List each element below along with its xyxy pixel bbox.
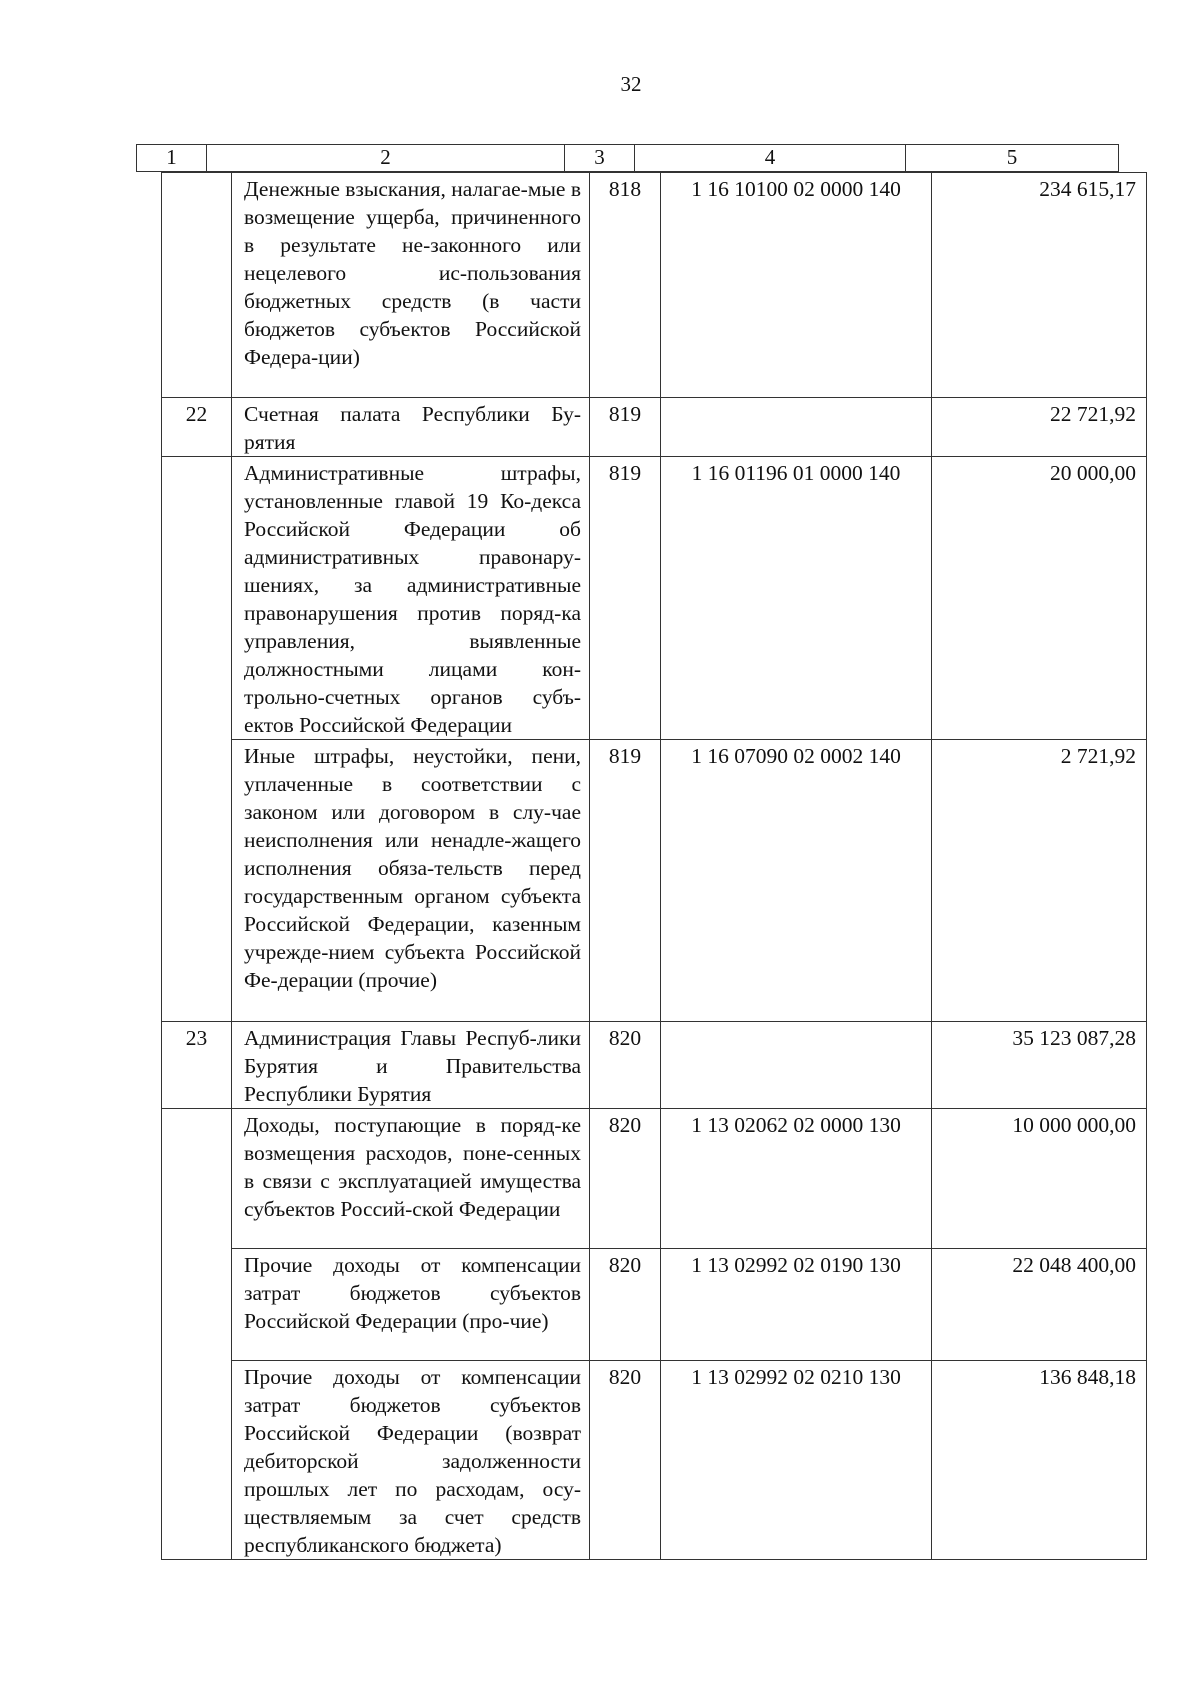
row-admin-code: 820 <box>590 1022 661 1109</box>
row-number <box>162 740 232 1022</box>
row-admin-code: 819 <box>590 398 661 457</box>
row-amount: 234 615,17 <box>932 173 1147 398</box>
row-amount: 2 721,92 <box>932 740 1147 1022</box>
row-name: Административные штрафы, установленные главой 19 Ко-декса Российской Федерации об административных правонару-шениях, за административные правонарушения против поряд-ка управления, выявленные должностными лицами кон-трольно-счетных органов субъ-ектов Российской Федерации <box>232 457 590 740</box>
column-header-5: 5 <box>906 145 1119 172</box>
row-amount: 35 123 087,28 <box>932 1022 1147 1109</box>
column-header-3: 3 <box>565 145 635 172</box>
row-admin-code: 818 <box>590 173 661 398</box>
column-header-2: 2 <box>207 145 565 172</box>
table-row <box>162 1109 1147 1249</box>
row-name: Доходы, поступающие в поряд-ке возмещения расходов, поне-сенных в связи с эксплуатацией имущества субъектов Россий-ской Федерации <box>232 1109 590 1249</box>
row-budget-code: 1 13 02062 02 0000 130 <box>661 1109 932 1249</box>
row-number <box>162 173 232 398</box>
row-number <box>162 1361 232 1560</box>
column-header-table <box>136 144 1119 172</box>
row-amount: 136 848,18 <box>932 1361 1147 1560</box>
row-name: Прочие доходы от компенсации затрат бюджетов субъектов Российской Федерации (возврат дебиторской задолженности прошлых лет по расходам, осу-ществляемым за счет средств республиканского бюджета) <box>232 1361 590 1560</box>
row-budget-code: 1 16 10100 02 0000 140 <box>661 173 932 398</box>
table-row <box>162 173 1147 398</box>
row-amount: 22 048 400,00 <box>932 1249 1147 1361</box>
revenue-table <box>161 172 1147 1560</box>
row-amount: 20 000,00 <box>932 457 1147 740</box>
row-number <box>162 1249 232 1361</box>
table-row <box>162 457 1147 740</box>
row-budget-code: 1 13 02992 02 0190 130 <box>661 1249 932 1361</box>
column-header-row <box>137 145 1119 172</box>
row-budget-code: 1 16 07090 02 0002 140 <box>661 740 932 1022</box>
row-admin-code: 819 <box>590 740 661 1022</box>
row-admin-code: 819 <box>590 457 661 740</box>
row-admin-code: 820 <box>590 1249 661 1361</box>
row-admin-code: 820 <box>590 1361 661 1560</box>
row-number <box>162 457 232 740</box>
row-budget-code <box>661 1022 932 1109</box>
row-budget-code <box>661 398 932 457</box>
row-number: 22 <box>162 398 232 457</box>
column-header-1: 1 <box>137 145 207 172</box>
row-number: 23 <box>162 1022 232 1109</box>
row-budget-code: 1 16 01196 01 0000 140 <box>661 457 932 740</box>
table-row <box>162 398 1147 457</box>
row-name: Администрация Главы Респуб-лики Бурятия и Правительства Республики Бурятия <box>232 1022 590 1109</box>
row-name: Прочие доходы от компенсации затрат бюджетов субъектов Российской Федерации (про-чие) <box>232 1249 590 1361</box>
row-amount: 10 000 000,00 <box>932 1109 1147 1249</box>
row-name: Иные штрафы, неустойки, пени, уплаченные в соответствии с законом или договором в слу-чае неисполнения или ненадле-жащего исполнения обяза-тельств перед государственным органом субъекта Российской Федерации, казенным учрежде-нием субъекта Российской Фе-дерации (прочие) <box>232 740 590 1022</box>
row-amount: 22 721,92 <box>932 398 1147 457</box>
row-name: Денежные взыскания, налагае-мые в возмещение ущерба, причиненного в результате не-законного или нецелевого ис-пользования бюджетных средств (в части бюджетов субъектов Российской Федера-ции) <box>232 173 590 398</box>
row-budget-code: 1 13 02992 02 0210 130 <box>661 1361 932 1560</box>
table-row <box>162 1249 1147 1361</box>
page-number: 32 <box>620 72 642 96</box>
row-number <box>162 1109 232 1249</box>
column-header-4: 4 <box>635 145 906 172</box>
table-row <box>162 1361 1147 1560</box>
table-row <box>162 1022 1147 1109</box>
row-name: Счетная палата Республики Бу-рятия <box>232 398 590 457</box>
row-admin-code: 820 <box>590 1109 661 1249</box>
table-row <box>162 740 1147 1022</box>
